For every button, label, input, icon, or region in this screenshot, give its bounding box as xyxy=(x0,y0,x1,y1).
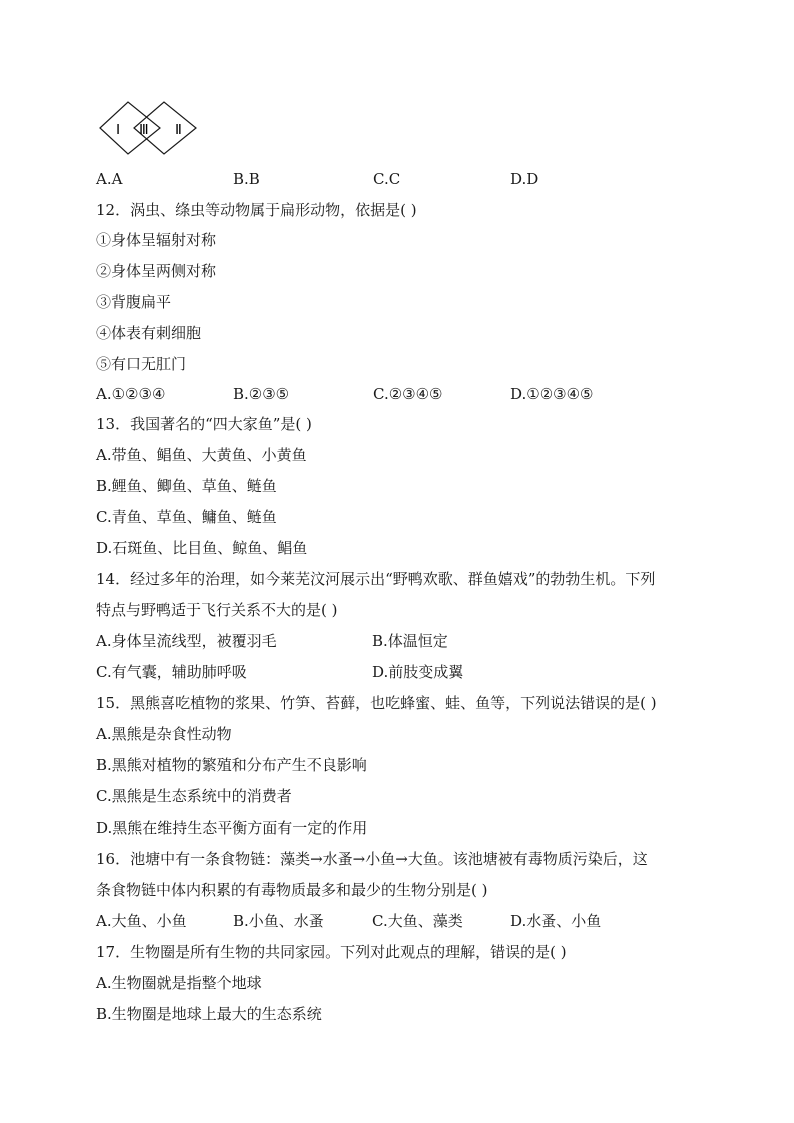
region-label-right: Ⅱ xyxy=(175,123,182,138)
q17-stem: 17．生物圈是所有生物的共同家园。下列对此观点的理解，错误的是( ) xyxy=(96,943,567,961)
q14-stem-line-1: 14．经过多年的治理，如今莱芜汶河展示出“野鸭欢歌、群鱼嬉戏”的勃勃生机。下列 xyxy=(96,570,656,588)
q12-statement-1: ①身体呈辐射对称 xyxy=(96,231,217,249)
q13-option-a[interactable]: A.带鱼、鲳鱼、大黄鱼、小黄鱼 xyxy=(96,446,307,464)
q11-option-a[interactable]: A.A xyxy=(96,170,123,188)
q13-stem: 13．我国著名的“四大家鱼”是( ) xyxy=(96,415,312,433)
q12-option-a[interactable]: A.①②③④ xyxy=(96,385,166,403)
q14-stem-line-2: 特点与野鸭适于飞行关系不大的是( ) xyxy=(96,601,338,619)
q15-option-c[interactable]: C.黑熊是生态系统中的消费者 xyxy=(96,787,292,805)
q12-statement-5: ⑤有口无肛门 xyxy=(96,355,187,373)
q12-stem: 12．涡虫、绦虫等动物属于扁形动物，依据是( ) xyxy=(96,201,417,219)
q12-statement-4: ④体表有刺细胞 xyxy=(96,324,202,342)
left-diamond xyxy=(100,102,160,154)
q13-option-d[interactable]: D.石斑鱼、比目鱼、鲸鱼、鲳鱼 xyxy=(96,539,308,557)
q14-option-c[interactable]: C.有气囊，辅助肺呼吸 xyxy=(96,663,247,681)
region-label-middle: Ⅲ xyxy=(139,123,149,138)
q15-option-d[interactable]: D.黑熊在维持生态平衡方面有一定的作用 xyxy=(96,819,368,837)
q16-option-d[interactable]: D.水蚤、小鱼 xyxy=(510,912,602,930)
region-label-left: Ⅰ xyxy=(116,123,121,138)
q12-statement-2: ②身体呈两侧对称 xyxy=(96,262,217,280)
q12-option-b[interactable]: B.②③⑤ xyxy=(233,385,290,403)
q11-option-c[interactable]: C.C xyxy=(373,170,401,188)
q17-option-a[interactable]: A.生物圈就是指整个地球 xyxy=(96,974,262,992)
q16-option-a[interactable]: A.大鱼、小鱼 xyxy=(96,912,187,930)
q12-option-d[interactable]: D.①②③④⑤ xyxy=(510,385,594,403)
q12-option-c[interactable]: C.②③④⑤ xyxy=(373,385,443,403)
q16-stem-line-1: 16．池塘中有一条食物链：藻类→水蚤→小鱼→大鱼。该池塘被有毒物质污染后，这 xyxy=(96,850,648,868)
q15-option-b[interactable]: B.黑熊对植物的繁殖和分布产生不良影响 xyxy=(96,756,367,774)
q14-option-a[interactable]: A.身体呈流线型，被覆羽毛 xyxy=(96,632,277,650)
overlapping-diamonds-diagram xyxy=(96,96,200,160)
q16-stem-line-2: 条食物链中体内积累的有毒物质最多和最少的生物分别是( ) xyxy=(96,881,488,899)
q16-option-b[interactable]: B.小鱼、水蚤 xyxy=(233,912,324,930)
q14-option-d[interactable]: D.前肢变成翼 xyxy=(372,663,464,681)
q15-option-a[interactable]: A.黑熊是杂食性动物 xyxy=(96,725,232,743)
q13-option-b[interactable]: B.鲤鱼、鲫鱼、草鱼、鲢鱼 xyxy=(96,477,277,495)
q13-option-c[interactable]: C.青鱼、草鱼、鳙鱼、鲢鱼 xyxy=(96,508,277,526)
q16-option-c[interactable]: C.大鱼、藻类 xyxy=(372,912,463,930)
q11-option-d[interactable]: D.D xyxy=(510,170,539,188)
q14-option-b[interactable]: B.体温恒定 xyxy=(372,632,448,650)
q11-option-b[interactable]: B.B xyxy=(233,170,260,188)
q15-stem: 15．黑熊喜吃植物的浆果、竹笋、苔藓，也吃蜂蜜、蛙、鱼等，下列说法错误的是( ) xyxy=(96,694,657,712)
q12-statement-3: ③背腹扁平 xyxy=(96,293,172,311)
q17-option-b[interactable]: B.生物圈是地球上最大的生态系统 xyxy=(96,1005,322,1023)
